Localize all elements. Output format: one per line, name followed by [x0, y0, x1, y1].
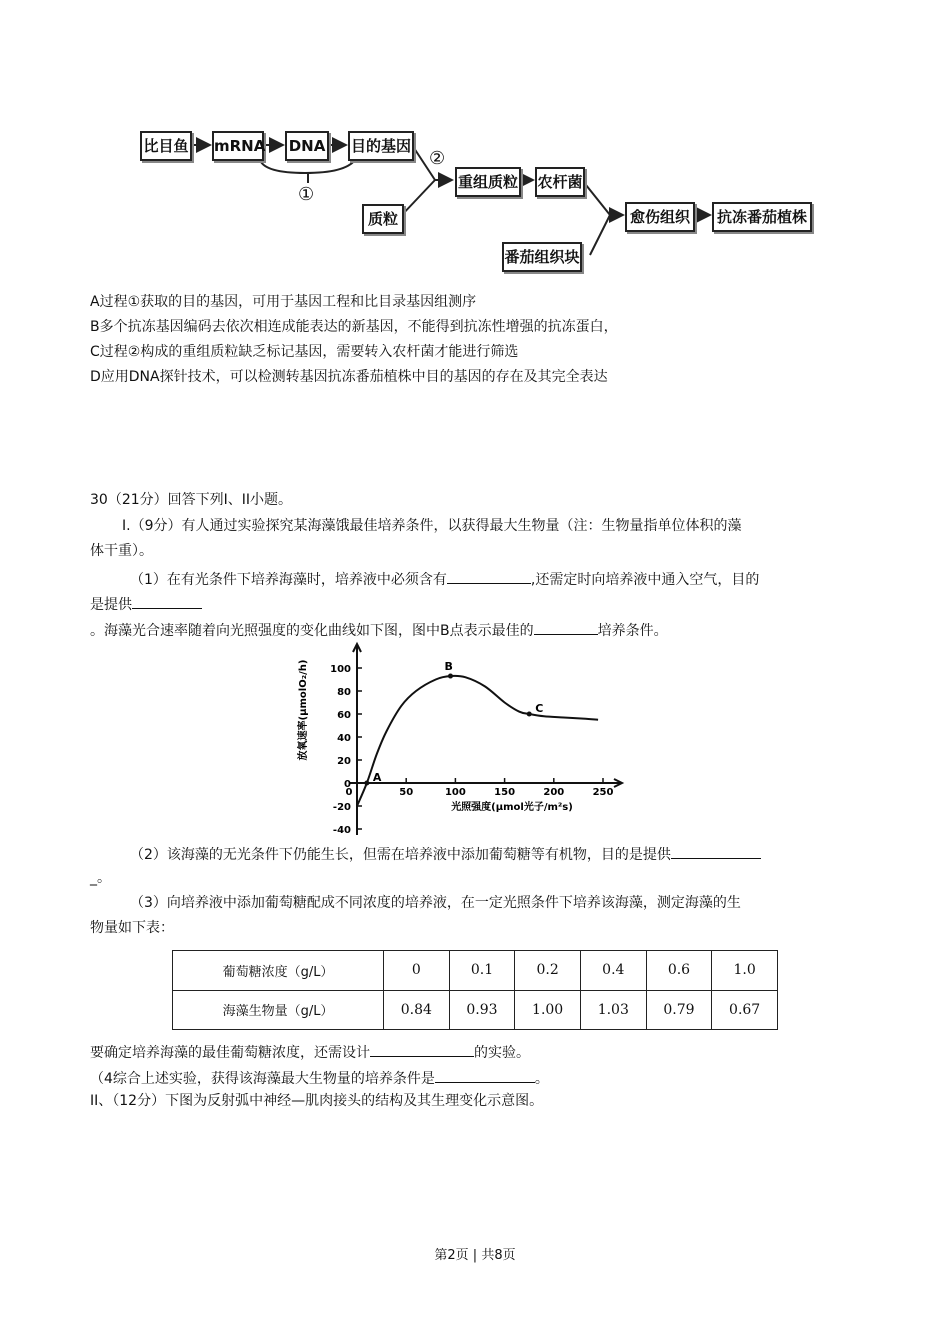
chart-x-tick-label: 200 — [543, 787, 565, 798]
q4-blank[interactable] — [435, 1066, 535, 1083]
table-cell: 0 — [384, 951, 450, 991]
node-agrobacterium: 农杆菌 — [535, 167, 585, 197]
chart-y-tick-label: -40 — [332, 825, 351, 835]
table-cell: 0.93 — [449, 990, 515, 1030]
table-cell: 1.0 — [712, 951, 778, 991]
chart-point-label: B — [444, 660, 453, 674]
node-plasmid: 质粒 — [362, 204, 404, 234]
question-3-line2: 物量如下表： — [90, 920, 174, 936]
table-cell: 0.67 — [712, 990, 778, 1030]
node-target-gene: 目的基因 — [348, 131, 414, 161]
q1-text-c: 是提供 — [90, 597, 132, 613]
question-1-line2 — [90, 592, 860, 615]
q3-text-a: 要确定培养海藻的最佳葡萄糖浓度，还需设计 — [90, 1045, 370, 1061]
table-cell: 0.2 — [515, 951, 581, 991]
table-cell: 0.84 — [384, 990, 450, 1030]
step-2-label: ② — [429, 148, 446, 169]
q1-text-e: 培养条件。 — [597, 623, 668, 639]
q1-text-d: 。海藻光合速率随着向光照强度的变化曲线如下图，图中B点表示最佳的 — [90, 623, 534, 639]
table-cell: 0.6 — [646, 951, 712, 991]
chart-y-tick-label: 100 — [330, 664, 351, 675]
table-cell: 1.00 — [515, 990, 581, 1030]
node-tomato-tissue: 番茄组织块 — [502, 242, 582, 272]
question-1-line1 — [130, 567, 860, 590]
part1-intro-cont: 体干重）。 — [90, 543, 153, 559]
question-30-title: 30（21分）回答下列I、II小题。 — [90, 492, 293, 508]
chart-point-label: C — [535, 702, 544, 715]
q3-blank[interactable] — [370, 1040, 474, 1057]
table-row-label: 海藻生物量（g/L） — [173, 990, 384, 1030]
q1-blank-3[interactable] — [534, 618, 598, 635]
part2-title: II、（12分）下图为反射弧中神经—肌肉接头的结构及其生理变化示意图。 — [90, 1093, 544, 1109]
chart-y-tick-label: 20 — [337, 756, 351, 767]
q2-blank[interactable] — [671, 842, 761, 859]
step-1-label: ① — [298, 184, 315, 205]
chart-x-tick-label: 0 — [345, 787, 353, 798]
chart-y-axis-label: 放氧速率(μmolO₂/h) — [298, 659, 309, 761]
table-cell: 0.1 — [449, 951, 515, 991]
node-dna: DNA — [285, 131, 329, 161]
q1-text-b: ,还需定时向培养液中通入空气，目的 — [530, 572, 760, 588]
node-recombinant-plasmid: 重组质粒 — [455, 167, 521, 197]
part1-intro: I.（9分）有人通过实验探究某海藻饿最佳培养条件，以获得最大生物量（注：生物量指单位体积的藻 — [122, 518, 742, 534]
q1-blank-2[interactable] — [132, 592, 202, 609]
table-row-label: 葡萄糖浓度（g/L） — [173, 951, 384, 991]
q1-text-a: （1）在有光条件下培养海藻时，培养液中必须含有 — [130, 572, 447, 588]
chart-point — [448, 674, 453, 679]
table-cell: 0.79 — [646, 990, 712, 1030]
q2-text: （2）该海藻的无光条件下仍能生长，但需在培养液中添加葡萄糖等有机物，目的是提供 — [130, 847, 671, 863]
question-1-line3 — [90, 618, 860, 641]
option-b: B多个抗冻基因编码去依次相连成能表达的新基因，不能得到抗冻性增强的抗冻蛋白， — [90, 319, 618, 335]
node-plant: 抗冻番茄植株 — [712, 202, 812, 232]
question-2-line1 — [130, 842, 860, 865]
chart-y-tick-label: -20 — [332, 802, 351, 813]
chart-point — [364, 781, 369, 786]
option-a: A过程①获取的目的基因，可用于基因工程和比目录基因组测序 — [90, 294, 477, 310]
question-4 — [90, 1066, 860, 1089]
node-fish: 比目鱼 — [140, 131, 192, 161]
node-mrna: mRNA — [212, 131, 264, 161]
question-2-line2: _。 — [90, 870, 111, 886]
glucose-biomass-table — [172, 950, 778, 1030]
table-row — [173, 990, 778, 1030]
chart-x-tick-label: 50 — [399, 787, 414, 798]
chart-x-axis-label: 光照强度(μmol光子/m²s) — [451, 802, 573, 813]
table-cell: 1.03 — [580, 990, 646, 1030]
chart-y-tick-label: 80 — [337, 687, 351, 698]
q1-blank-1[interactable] — [447, 567, 531, 584]
chart-x-tick-label: 250 — [592, 787, 614, 798]
chart-x-tick-label: 100 — [444, 787, 466, 798]
page-footer: 第2页 | 共8页 — [434, 1248, 516, 1263]
chart-y-tick-label: 40 — [337, 733, 351, 744]
chart-x-tick-label: 150 — [494, 787, 516, 798]
option-d: D应用DNA探针技术，可以检测转基因抗冻番茄植株中目的基因的存在及其完全表达 — [90, 369, 608, 385]
table-cell: 0.4 — [580, 951, 646, 991]
chart-y-tick-label: 0 — [344, 779, 351, 790]
chart-y-tick-label: 60 — [337, 710, 351, 721]
q4-text-a: （4综合上述实验，获得该海藻最大生物量的培养条件是 — [90, 1071, 435, 1087]
table-row — [173, 951, 778, 991]
node-callus: 愈伤组织 — [625, 202, 695, 232]
q3-text-b: 的实验。 — [474, 1045, 530, 1061]
option-c: C过程②构成的重组质粒缺乏标记基因，需要转入农杆菌才能进行筛选 — [90, 344, 519, 360]
question-3-after — [90, 1040, 860, 1063]
chart-point-label: A — [372, 771, 382, 784]
photosynthesis-chart — [292, 640, 632, 835]
q4-text-b: 。 — [534, 1071, 549, 1087]
question-3-line1: （3）向培养液中添加葡萄糖配成不同浓度的培养液，在一定光照条件下培养该海藻，测定海藻的生 — [130, 895, 741, 911]
chart-point — [527, 712, 532, 717]
